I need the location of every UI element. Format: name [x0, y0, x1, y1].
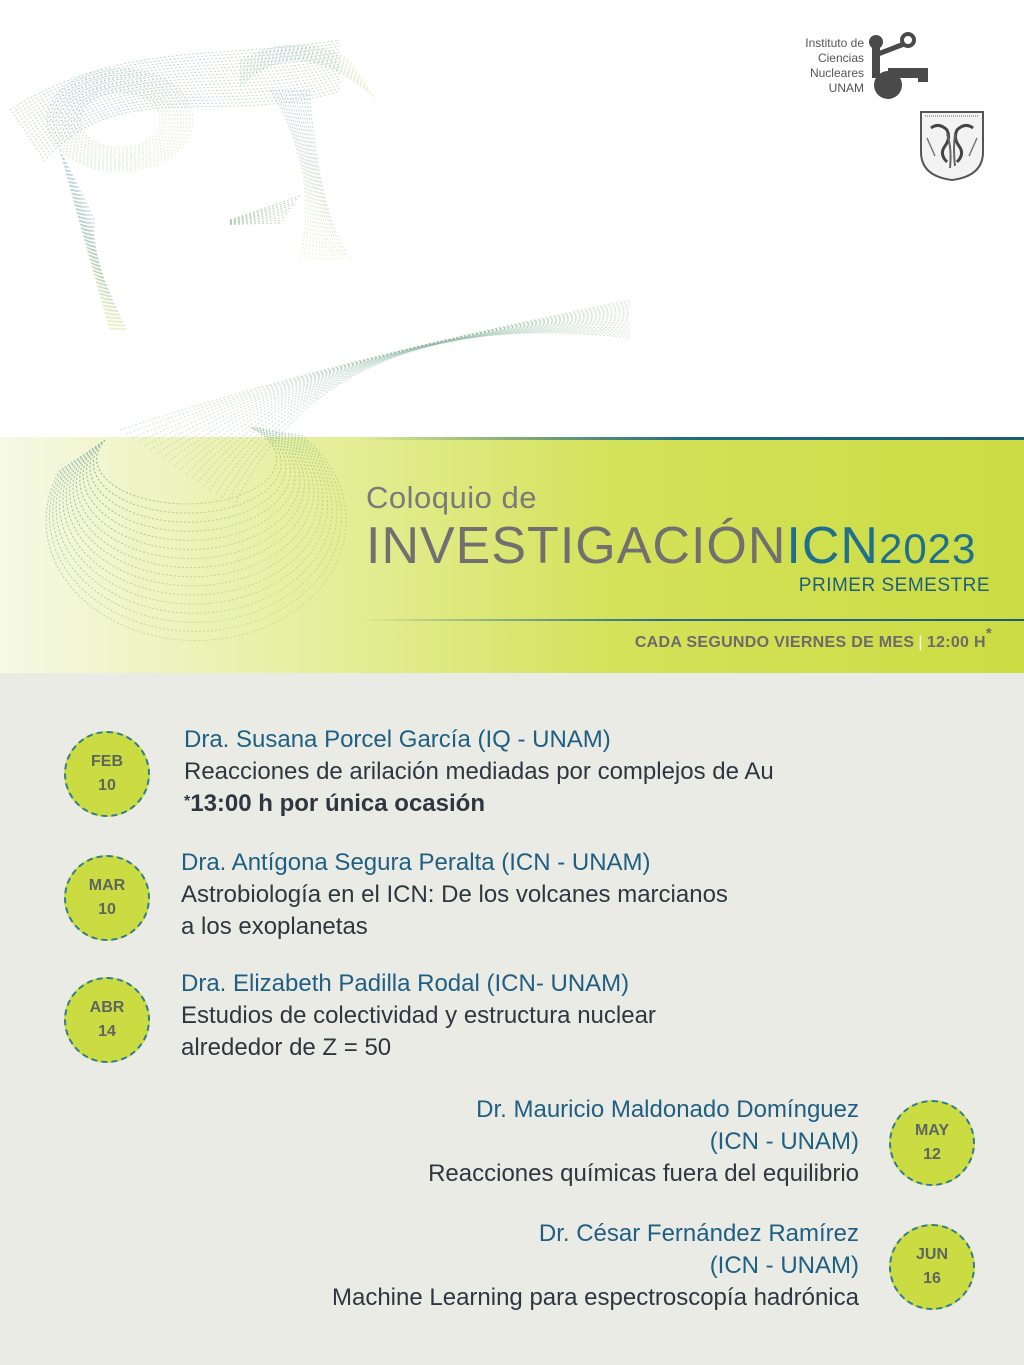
event-affiliation: (ICN - UNAM): [501, 849, 651, 876]
event-speaker: Dra. Antígona Segura Peralta: [181, 849, 495, 876]
note-asterisk: *: [184, 793, 191, 810]
badge-month: MAR: [88, 877, 126, 894]
event-affiliation: (ICN - UNAM): [709, 1252, 859, 1279]
title-coloquio: Coloquio de: [366, 480, 537, 515]
note-text: 13:00 h por única ocasión: [190, 790, 485, 817]
event-speaker: Dra. Susana Porcel García: [184, 726, 471, 753]
institute-line-2: Ciencias: [817, 51, 864, 65]
date-badge-feb: [64, 731, 150, 817]
event-heading: [184, 724, 774, 756]
title-year: 2023: [878, 525, 977, 572]
badge-day: 12: [923, 1146, 941, 1163]
event-jun: [332, 1218, 859, 1314]
unam-seal-icon: [917, 108, 987, 182]
event-affiliation: (IQ - UNAM): [477, 726, 611, 753]
event-mar: [181, 847, 728, 943]
event-topic-line-2: alrededor de Z = 50: [181, 1034, 392, 1061]
schedule-time: 12:00 H: [926, 634, 986, 651]
schedule-asterisk: *: [985, 625, 992, 642]
badge-month: ABR: [89, 999, 125, 1016]
schedule-line: [634, 625, 992, 652]
title-main-line: [366, 514, 976, 581]
event-topic-line-1: Estudios de colectividad y estructura nuclear: [181, 1002, 656, 1029]
event-affiliation: (ICN - UNAM): [709, 1128, 859, 1155]
event-topic: Machine Learning para espectroscopía hadrónica: [331, 1284, 859, 1311]
event-note: [184, 788, 774, 823]
badge-day: 10: [98, 901, 116, 918]
icn-molecule-logo-icon: [864, 30, 934, 102]
badge-day: 14: [98, 1023, 116, 1040]
event-heading: [181, 968, 656, 1000]
event-speaker: Dr. Mauricio Maldonado Domínguez: [476, 1096, 859, 1123]
title-investigacion: INVESTIGACIÓN: [366, 517, 787, 575]
badge-day: 16: [923, 1270, 941, 1287]
badge-month: MAY: [914, 1122, 950, 1139]
badge-month: JUN: [915, 1246, 948, 1263]
date-badge-may: [889, 1100, 975, 1186]
event-topic: Reacciones de arilación mediadas por complejos de Au: [184, 758, 774, 785]
badge-month: FEB: [91, 753, 123, 770]
schedule-text: CADA SEGUNDO VIERNES DE MES: [634, 634, 915, 651]
event-topic: Reacciones químicas fuera del equilibrio: [428, 1160, 859, 1187]
schedule-separator: |: [918, 634, 923, 651]
date-badge-mar: [64, 855, 150, 941]
institute-line-4: UNAM: [828, 81, 864, 95]
event-speaker: Dr. César Fernández Ramírez: [538, 1220, 859, 1247]
date-badge-jun: [889, 1224, 975, 1310]
event-abr: [181, 968, 656, 1064]
institute-line-1: Instituto de: [805, 36, 864, 50]
event-topic-line-2: a los exoplanetas: [181, 913, 368, 940]
event-may: [428, 1094, 859, 1190]
event-affiliation: (ICN- UNAM): [486, 970, 630, 997]
institute-line-3: Nucleares: [809, 66, 864, 80]
institute-name: [790, 36, 864, 96]
badge-day: 10: [98, 777, 116, 794]
event-speaker: Dra. Elizabeth Padilla Rodal: [181, 970, 480, 997]
title-icn: ICN: [786, 517, 879, 575]
event-feb: [184, 724, 774, 823]
event-heading: [181, 847, 728, 879]
event-topic-line-1: Astrobiología en el ICN: De los volcanes marcianos: [181, 881, 728, 908]
date-badge-abr: [64, 977, 150, 1063]
subtitle-semester: PRIMER SEMESTRE: [798, 575, 990, 596]
